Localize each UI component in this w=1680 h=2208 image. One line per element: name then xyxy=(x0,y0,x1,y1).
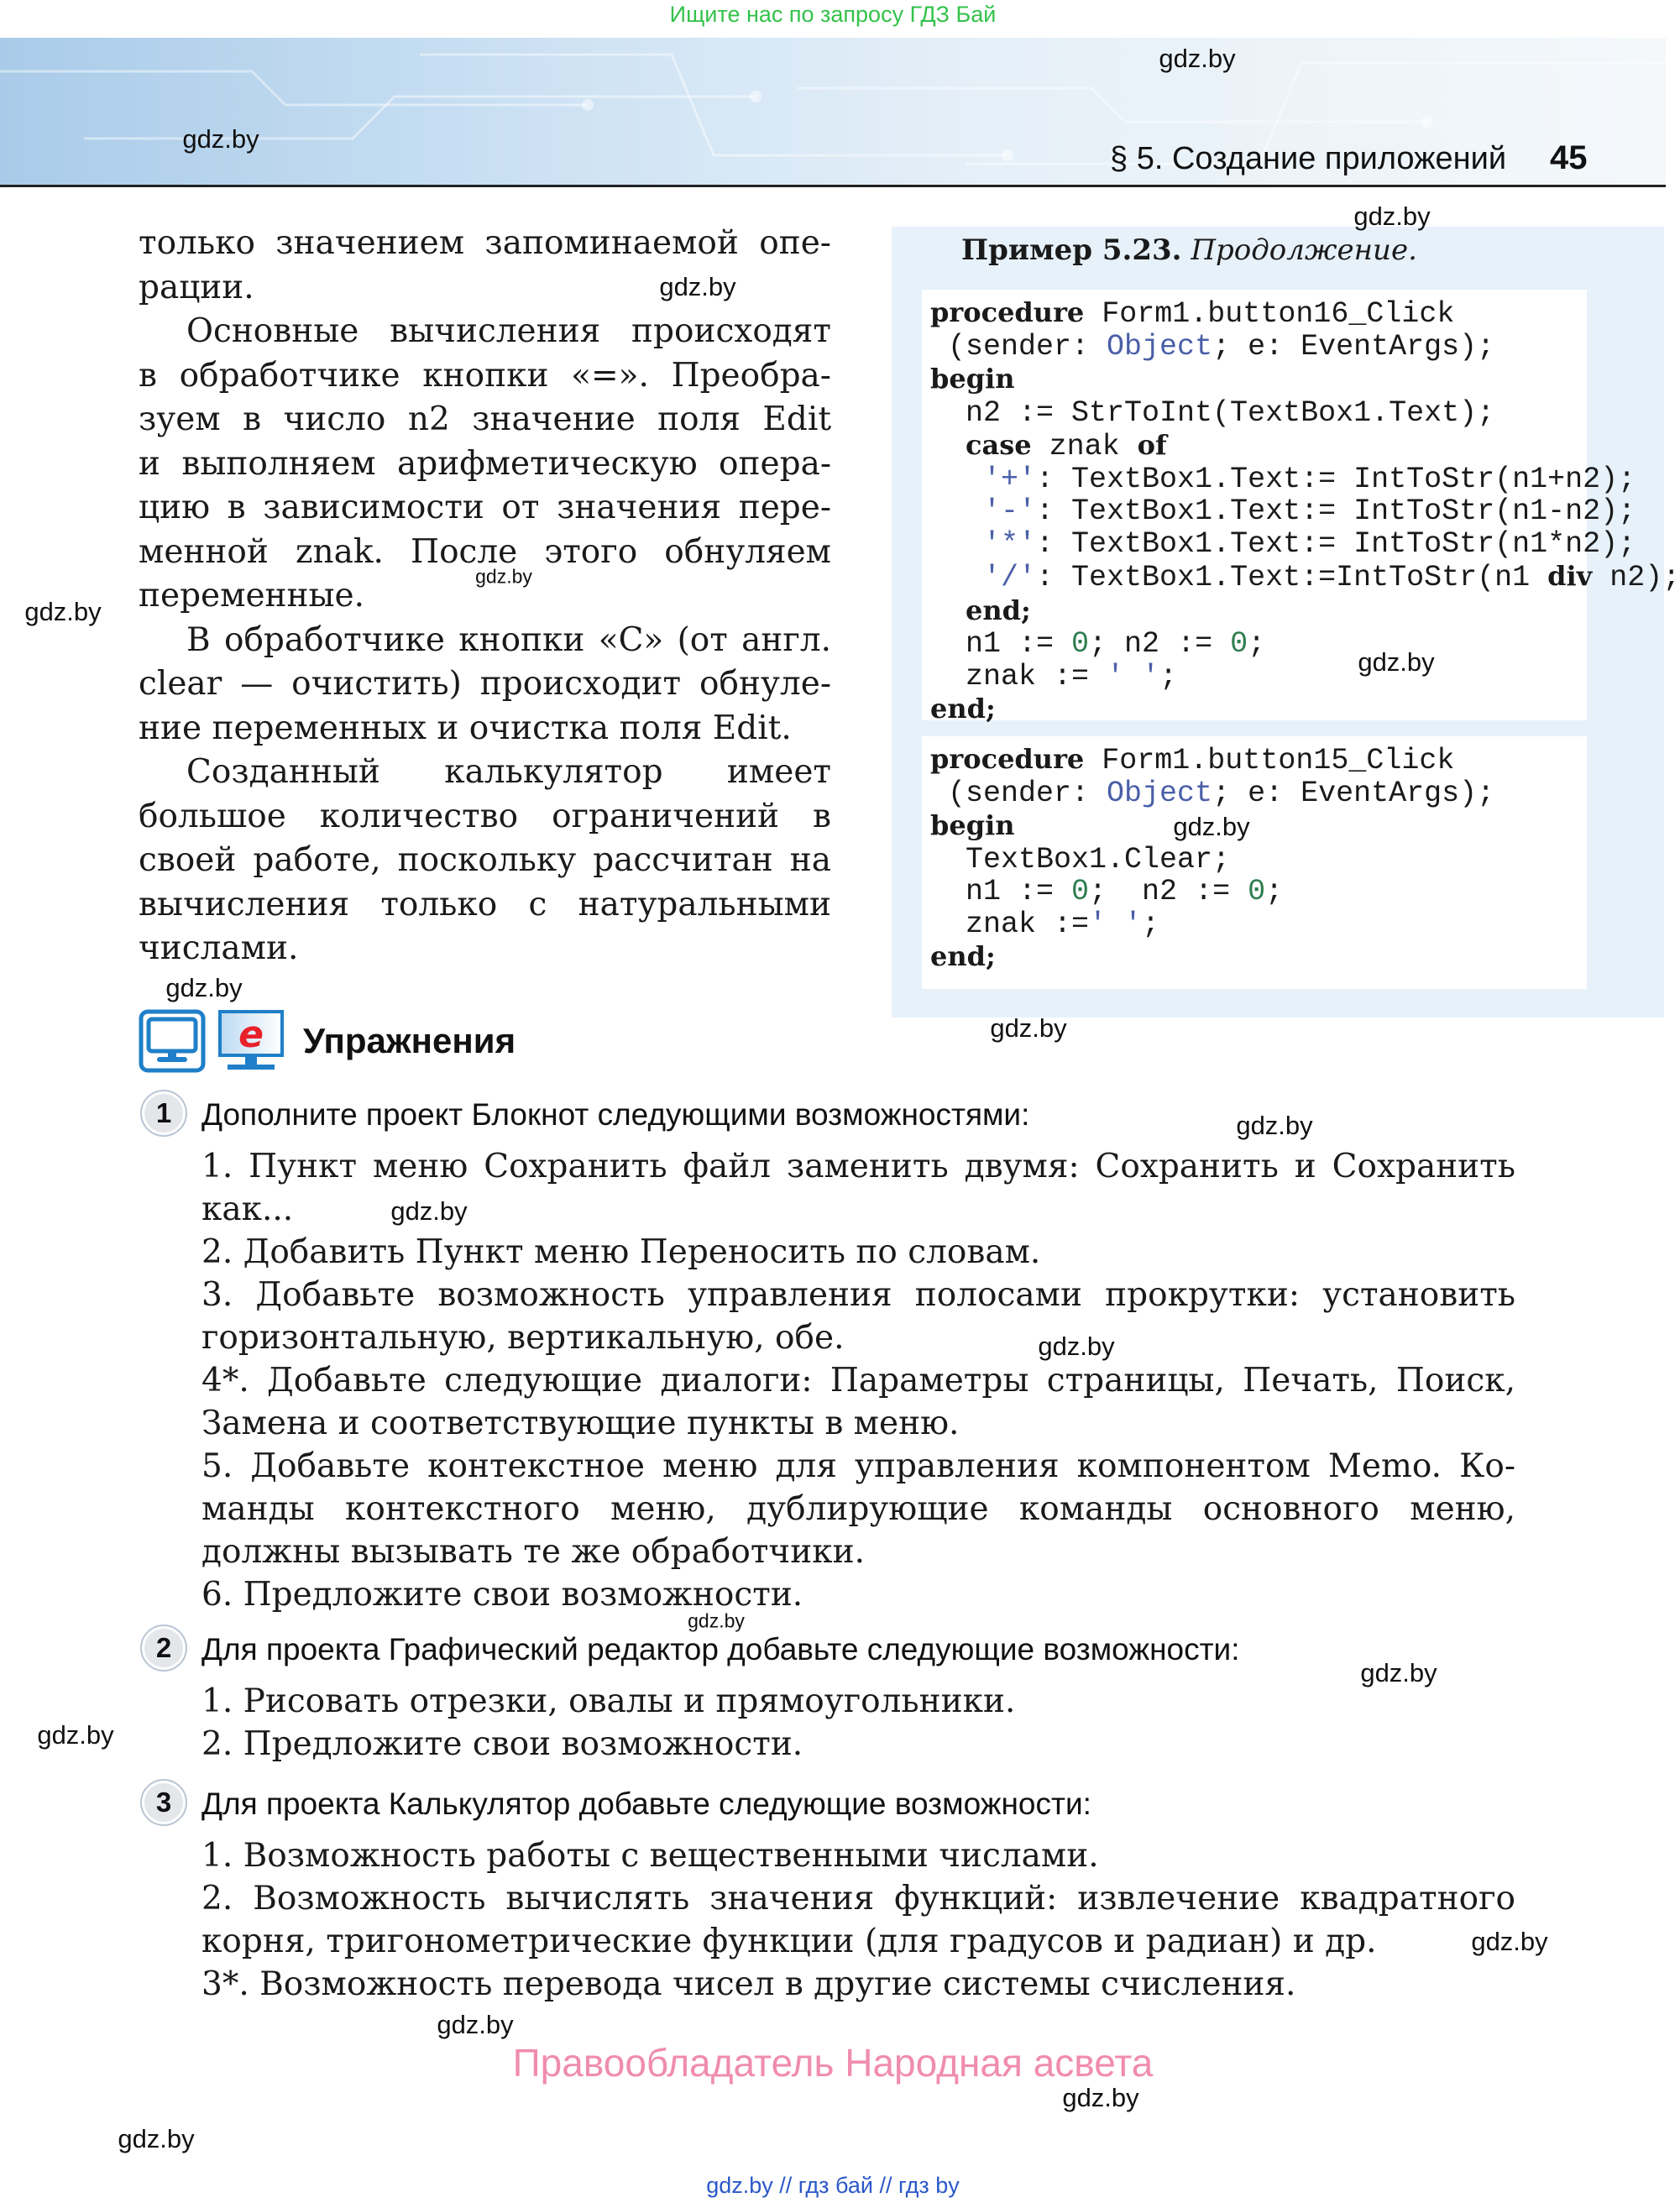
watermark: gdz.by xyxy=(118,2124,195,2153)
watermark: gdz.by xyxy=(1236,1111,1313,1140)
code-line xyxy=(930,462,1636,496)
code-token: '/' xyxy=(983,561,1037,594)
svg-text:e: e xyxy=(238,1013,264,1056)
code-token: znak := xyxy=(930,659,1107,693)
code-token: znak xyxy=(1031,430,1138,463)
exercises-header xyxy=(139,1012,516,1070)
exercise-subitems xyxy=(139,1834,1515,2006)
code-token xyxy=(930,430,966,463)
text-line: числами. xyxy=(139,929,299,967)
exercise-subitems xyxy=(139,1680,1515,1766)
code-token: : TextBox1.Text:= IntToStr(n1-n2); xyxy=(1036,494,1636,528)
code-line xyxy=(930,429,1587,463)
watermark: gdz.by xyxy=(475,565,532,588)
exercise-question-text: Для проекта Графический редактор добавьте следующие возможности: xyxy=(201,1632,1240,1666)
code-token: ; n2 := xyxy=(1089,875,1248,908)
rights-holder: Правообладатель Народная асвета xyxy=(512,2041,1154,2085)
code-token: '*' xyxy=(983,526,1037,561)
code-keyword: procedure xyxy=(930,296,1085,328)
code-token: ; xyxy=(1159,659,1178,693)
code-token: ; e: EventArgs); xyxy=(1212,776,1495,810)
footer-links[interactable]: gdz.by // гдз бай // гдз by xyxy=(706,2173,960,2198)
exercise-1 xyxy=(139,1093,1515,1616)
code-line xyxy=(930,296,1587,331)
code-token: znak := xyxy=(930,907,1090,941)
code-keyword: div xyxy=(1547,560,1593,592)
exercise-question-text: Дополните проект Блокнот следующими возможностями: xyxy=(201,1097,1030,1132)
exercises-title: Упражнения xyxy=(303,1021,516,1060)
code-keyword: end; xyxy=(930,940,996,972)
code-line xyxy=(930,363,1587,397)
watermark: gdz.by xyxy=(990,1013,1067,1043)
code-token xyxy=(930,463,983,496)
code-line xyxy=(930,331,1587,364)
watermark: gdz.by xyxy=(437,2010,514,2039)
page-number: 45 xyxy=(1550,139,1588,176)
code-token: (sender: xyxy=(930,329,1107,364)
watermark: gdz.by xyxy=(1173,812,1250,841)
code-token: ; xyxy=(1248,627,1266,661)
text-line: В обработчике кнопки «С» (от англ. xyxy=(186,620,831,659)
e-learning-icon xyxy=(217,1009,285,1073)
watermark: gdz.by xyxy=(1353,201,1431,231)
code-token: Form1.button16_Click xyxy=(1084,297,1455,331)
section-title: § 5. Создание приложений xyxy=(1110,141,1507,176)
code-line xyxy=(930,876,1587,908)
text-line: и выполняем арифметическую опера- xyxy=(139,444,831,483)
subitem-line: 3*. Возможность перевода чисел в другие системы счисления. xyxy=(201,1965,1296,2003)
code-keyword: case xyxy=(966,429,1032,461)
code-line xyxy=(930,628,1587,661)
code-line xyxy=(930,809,1587,844)
watermark: gdz.by xyxy=(182,124,259,154)
code-token: Object xyxy=(1107,776,1213,810)
subitem-line: 1. Возможность работы с вещественными числами. xyxy=(201,1837,1099,1875)
text-line: большое количество ограничений в xyxy=(139,797,831,835)
text-line: цию в зависимости от значения пере- xyxy=(139,489,831,526)
code-token: n1 := xyxy=(930,875,1072,908)
text-line: Созданный калькулятор имеет xyxy=(186,753,831,791)
subitem-line: должны вызывать те же обработчики. xyxy=(201,1533,865,1571)
example-title xyxy=(961,233,1417,267)
code-token: : TextBox1.Text:= IntToStr(n1*n2); xyxy=(1036,526,1636,561)
subitem-line: 3. Добавьте возможность управления полосами прокрутки: установить xyxy=(201,1276,1515,1314)
subitem-line: горизонтальную, вертикальную, обе. xyxy=(201,1319,845,1357)
text-line: менной znak. После этого обнуляем xyxy=(139,532,831,571)
subitem-line: корня, тригонометрические функции (для градусов и радиан) и др. xyxy=(201,1923,1377,1960)
code-token: n1 := xyxy=(930,627,1072,661)
code-token: : TextBox1.Text:= IntToStr(n1+n2); xyxy=(1036,462,1636,496)
subitem-line: 4*. Добавьте следующие диалоги: Параметры страницы, Печать, Поиск, xyxy=(201,1362,1515,1400)
code-line xyxy=(930,397,1587,430)
watermark: gdz.by xyxy=(24,597,102,626)
exercise-question xyxy=(139,1628,1515,1672)
code-token: Form1.button15_Click xyxy=(1084,744,1455,777)
top-note: Ищите нас по запросу ГДЗ Бай xyxy=(669,2,997,27)
text-line: переменные. xyxy=(139,577,365,615)
watermark: gdz.by xyxy=(1038,1332,1115,1361)
code-token: ; xyxy=(1142,907,1160,941)
code-keyword: begin xyxy=(930,363,1015,395)
code-token: 0 xyxy=(1248,875,1266,908)
text-line: clear — очистить) происходит обнуле- xyxy=(139,665,831,703)
code-line xyxy=(930,494,1636,528)
code-line xyxy=(930,777,1587,810)
text-line: зуем в число n2 значение поля Edit xyxy=(139,400,831,438)
code-line xyxy=(930,844,1587,876)
code-line xyxy=(930,693,1587,727)
exercise-3 xyxy=(139,1782,1515,2006)
example-subtitle: Продолжение. xyxy=(1191,233,1417,267)
watermark: gdz.by xyxy=(1360,1658,1437,1687)
exercise-number-badge: 3 xyxy=(140,1779,187,1826)
exercise-question-text: Для проекта Калькулятор добавьте следующие возможности: xyxy=(201,1787,1091,1821)
code-line xyxy=(930,526,1636,561)
watermark: gdz.by xyxy=(37,1720,114,1750)
code-token xyxy=(930,527,983,561)
watermark: gdz.by xyxy=(390,1196,468,1226)
watermark: gdz.by xyxy=(1471,1927,1548,1956)
watermark: gdz.by xyxy=(1358,647,1435,677)
code-token xyxy=(930,494,983,528)
subitem-line: как... xyxy=(201,1190,294,1228)
code-token xyxy=(930,561,983,594)
code-token xyxy=(930,595,966,629)
subitem-line: 1. Пункт меню Сохранить файл заменить двумя: Сохранить и Сохранить xyxy=(201,1148,1515,1185)
code-line xyxy=(930,743,1587,777)
exercise-number-badge: 2 xyxy=(140,1625,187,1672)
code-line xyxy=(930,940,1587,975)
code-token: '-' xyxy=(983,494,1037,528)
code-token: ; n2 := xyxy=(1089,627,1231,661)
watermark: gdz.by xyxy=(165,973,243,1002)
code-block-button15 xyxy=(922,736,1587,989)
code-token: 0 xyxy=(1071,875,1090,908)
code-token: : TextBox1.Text:=IntToStr(n1 xyxy=(1036,561,1548,594)
code-token: ' ' xyxy=(1089,907,1143,941)
code-token: 0 xyxy=(1071,627,1090,661)
code-keyword: procedure xyxy=(930,743,1085,775)
code-token: ; xyxy=(1265,875,1284,908)
subitem-line: 2. Добавить Пункт меню Переносить по словам. xyxy=(201,1233,1041,1271)
text-line: в обработчике кнопки «=». Преобра- xyxy=(139,356,831,395)
text-line: вычисления только с натуральными xyxy=(139,885,831,923)
subitem-line: манды контекстного меню, дублирующие команды основного меню, xyxy=(201,1490,1515,1528)
code-token: n2 := StrToInt(TextBox1.Text); xyxy=(930,395,1495,430)
code-line xyxy=(930,560,1680,594)
code-keyword: begin xyxy=(930,809,1015,841)
code-block-button16 xyxy=(922,290,1680,725)
exercise-subitems xyxy=(139,1145,1515,1616)
subitem-line: 6. Предложите свои возможности. xyxy=(201,1576,803,1614)
text-line: Основные вычисления происходят xyxy=(186,312,831,350)
watermark: gdz.by xyxy=(1159,44,1236,73)
computer-icon xyxy=(139,1009,206,1073)
code-token: '+' xyxy=(983,462,1037,496)
subitem-line: 2. Предложите свои возможности. xyxy=(201,1725,803,1763)
watermark: gdz.by xyxy=(1062,2083,1139,2112)
subitem-line: 5. Добавьте контекстное меню для управления компонентом Memo. Ко- xyxy=(201,1447,1515,1485)
code-line xyxy=(930,594,1587,629)
code-keyword: end; xyxy=(966,594,1031,626)
code-token: (sender: xyxy=(930,776,1107,810)
code-line xyxy=(930,661,1587,693)
body-text xyxy=(139,222,831,971)
exercise-2 xyxy=(139,1628,1515,1766)
code-keyword: of xyxy=(1137,429,1167,461)
code-token: ; e: EventArgs); xyxy=(1212,329,1495,364)
text-line: ние переменных и очистка поля Edit. xyxy=(139,709,792,747)
text-line: рации. xyxy=(139,268,254,306)
subitem-line: 1. Рисовать отрезки, овалы и прямоугольники. xyxy=(201,1682,1016,1720)
code-keyword: end; xyxy=(930,693,996,725)
code-line xyxy=(930,908,1587,941)
subitem-line: Замена и соответствующие пункты в меню. xyxy=(201,1405,960,1442)
exercise-question xyxy=(139,1782,1515,1826)
code-token: Object xyxy=(1107,329,1213,364)
watermark: gdz.by xyxy=(688,1609,745,1632)
watermark: gdz.by xyxy=(659,272,736,301)
text-line: своей работе, поскольку рассчитан на xyxy=(139,841,831,879)
text-line: только значением запоминаемой опе- xyxy=(139,224,831,262)
code-token: TextBox1.Clear; xyxy=(930,842,1231,876)
subitem-line: 2. Возможность вычислять значения функций: извлечение квадратного xyxy=(201,1880,1515,1918)
example-label: Пример 5.23. xyxy=(961,233,1182,267)
exercise-number-badge: 1 xyxy=(140,1090,187,1137)
code-token: n2); xyxy=(1592,561,1680,594)
code-token: ' ' xyxy=(1107,659,1160,693)
code-token: 0 xyxy=(1230,627,1248,661)
